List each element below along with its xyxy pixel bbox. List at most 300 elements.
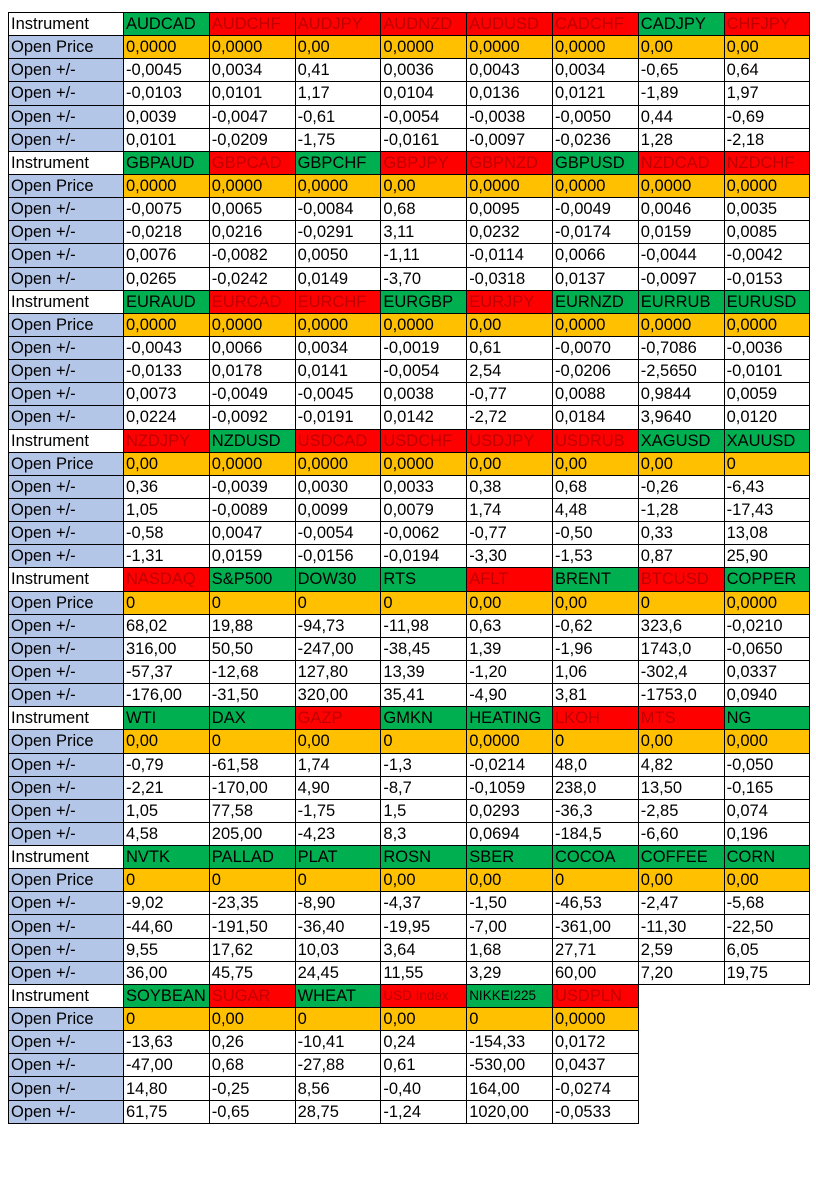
open-delta-cell: 127,80 — [295, 660, 381, 683]
instrument-name-cell: WHEAT — [295, 984, 381, 1007]
open-delta-cell: -0,0214 — [467, 753, 553, 776]
open-delta-cell: 0,0184 — [552, 406, 638, 429]
instrument-name-cell: SBER — [467, 846, 553, 869]
open-delta-cell: -3,30 — [467, 545, 553, 568]
open-delta-cell: 77,58 — [209, 799, 295, 822]
open-price-cell: 0,000 — [724, 730, 810, 753]
open-delta-label: Open +/- — [9, 406, 124, 429]
instrument-name-cell: SOYBEAN — [124, 984, 210, 1007]
open-delta-cell: 0,0101 — [124, 128, 210, 151]
open-price-label: Open Price — [9, 1008, 124, 1031]
open-delta-cell: 0,61 — [467, 336, 553, 359]
open-delta-cell: 0,0101 — [209, 82, 295, 105]
open-delta-cell: -11,30 — [638, 915, 724, 938]
instrument-name-cell: CORN — [724, 846, 810, 869]
open-delta-row — [9, 198, 810, 221]
open-delta-cell: -0,0236 — [552, 128, 638, 151]
open-delta-cell: -0,0070 — [552, 336, 638, 359]
open-delta-cell: 8,56 — [295, 1077, 381, 1100]
open-delta-label: Open +/- — [9, 336, 124, 359]
open-price-label: Open Price — [9, 730, 124, 753]
instrument-label: Instrument — [9, 13, 124, 36]
open-delta-cell: -1,89 — [638, 82, 724, 105]
open-delta-cell: -0,0133 — [124, 360, 210, 383]
open-delta-cell: 0,0088 — [552, 383, 638, 406]
open-price-cell: 0 — [552, 730, 638, 753]
open-delta-cell: -0,0045 — [295, 383, 381, 406]
open-delta-cell: -36,3 — [552, 799, 638, 822]
open-price-cell: 0 — [124, 1008, 210, 1031]
open-delta-cell: -2,5650 — [638, 360, 724, 383]
open-delta-row — [9, 961, 810, 984]
open-delta-cell: 1,05 — [124, 498, 210, 521]
open-delta-cell: -0,0650 — [724, 637, 810, 660]
open-delta-cell: -11,98 — [381, 614, 467, 637]
open-delta-cell: -10,41 — [295, 1031, 381, 1054]
open-delta-label: Open +/- — [9, 82, 124, 105]
open-delta-cell: 238,0 — [552, 776, 638, 799]
open-delta-cell: 14,80 — [124, 1077, 210, 1100]
open-delta-cell: -2,47 — [638, 892, 724, 915]
instrument-name-cell: NZDCHF — [724, 151, 810, 174]
open-delta-cell: -1753,0 — [638, 684, 724, 707]
open-price-cell: 0,00 — [552, 591, 638, 614]
open-delta-cell: -0,0075 — [124, 198, 210, 221]
open-delta-row — [9, 776, 810, 799]
open-delta-cell: 13,08 — [724, 522, 810, 545]
instrument-label: Instrument — [9, 151, 124, 174]
open-price-cell: 0,00 — [638, 869, 724, 892]
open-delta-label: Open +/- — [9, 360, 124, 383]
open-price-cell: 0,00 — [124, 452, 210, 475]
open-delta-cell: -0,0082 — [209, 244, 295, 267]
open-delta-cell: -4,23 — [295, 822, 381, 845]
open-price-cell: 0,0000 — [381, 452, 467, 475]
instrument-row — [9, 151, 810, 174]
open-delta-cell: 0,0136 — [467, 82, 553, 105]
open-delta-cell: -0,0174 — [552, 221, 638, 244]
open-delta-cell: 50,50 — [209, 637, 295, 660]
open-delta-cell: 164,00 — [467, 1077, 553, 1100]
open-price-cell: 0,0000 — [638, 313, 724, 336]
open-price-cell: 0 — [124, 591, 210, 614]
open-price-cell: 0,0000 — [124, 36, 210, 59]
open-delta-cell: 0,68 — [381, 198, 467, 221]
open-delta-cell: 1,28 — [638, 128, 724, 151]
open-delta-cell: -0,0194 — [381, 545, 467, 568]
open-delta-cell: -0,50 — [552, 522, 638, 545]
instrument-name-cell: GBPNZD — [467, 151, 553, 174]
open-price-row — [9, 36, 810, 59]
open-delta-cell: -0,0039 — [209, 475, 295, 498]
instrument-name-cell: NZDJPY — [124, 429, 210, 452]
open-delta-cell: 0,0940 — [724, 684, 810, 707]
open-delta-row — [9, 475, 810, 498]
open-price-label: Open Price — [9, 174, 124, 197]
open-delta-cell: 19,88 — [209, 614, 295, 637]
open-delta-cell: 0,44 — [638, 105, 724, 128]
open-delta-cell: 0,0265 — [124, 267, 210, 290]
open-delta-cell: 0,0038 — [381, 383, 467, 406]
open-price-label: Open Price — [9, 591, 124, 614]
open-delta-row — [9, 1054, 810, 1077]
open-delta-label: Open +/- — [9, 776, 124, 799]
open-price-cell: 0,0000 — [381, 36, 467, 59]
open-delta-cell: -0,0089 — [209, 498, 295, 521]
instrument-name-cell: COPPER — [724, 568, 810, 591]
open-delta-row — [9, 267, 810, 290]
open-delta-cell: -0,65 — [209, 1100, 295, 1123]
open-delta-cell: -2,21 — [124, 776, 210, 799]
open-delta-cell: 36,00 — [124, 961, 210, 984]
open-delta-cell: -0,0114 — [467, 244, 553, 267]
open-delta-cell: 0,0293 — [467, 799, 553, 822]
open-price-cell: 0 — [381, 591, 467, 614]
open-price-cell: 0,0000 — [467, 730, 553, 753]
open-price-cell: 0 — [295, 591, 381, 614]
open-price-cell: 0,00 — [381, 1008, 467, 1031]
open-delta-cell: 0,38 — [467, 475, 553, 498]
open-delta-cell: 1743,0 — [638, 637, 724, 660]
instrument-name-cell: NZDUSD — [209, 429, 295, 452]
open-price-cell: 0,0000 — [381, 313, 467, 336]
open-price-row — [9, 730, 810, 753]
open-price-cell: 0,0000 — [552, 36, 638, 59]
instrument-row — [9, 13, 810, 36]
instrument-name-cell: EURUSD — [724, 290, 810, 313]
open-delta-cell: -1,28 — [638, 498, 724, 521]
open-delta-row — [9, 105, 810, 128]
open-delta-cell: 0,0178 — [209, 360, 295, 383]
open-delta-row — [9, 522, 810, 545]
open-delta-cell: -0,77 — [467, 522, 553, 545]
open-price-cell: 0,00 — [209, 1008, 295, 1031]
open-delta-cell: -0,0318 — [467, 267, 553, 290]
open-delta-cell: 0,0034 — [209, 59, 295, 82]
instrument-name-cell: GBPUSD — [552, 151, 638, 174]
instrument-name-cell: NVTK — [124, 846, 210, 869]
instrument-name-cell: LKOH — [552, 707, 638, 730]
instrument-name-cell: ROSN — [381, 846, 467, 869]
open-price-cell: 0,0000 — [295, 174, 381, 197]
open-delta-cell: -1,3 — [381, 753, 467, 776]
open-price-cell: 0,00 — [467, 313, 553, 336]
open-delta-cell: -0,40 — [381, 1077, 467, 1100]
instrument-name-cell: GMKN — [381, 707, 467, 730]
open-delta-cell: 0,0099 — [295, 498, 381, 521]
open-price-cell: 0,00 — [638, 730, 724, 753]
open-delta-cell: 1,5 — [381, 799, 467, 822]
open-delta-cell: 0,0076 — [124, 244, 210, 267]
open-delta-label: Open +/- — [9, 1031, 124, 1054]
open-delta-cell: 24,45 — [295, 961, 381, 984]
open-delta-cell: 0,0224 — [124, 406, 210, 429]
open-delta-cell: -5,68 — [724, 892, 810, 915]
open-delta-cell: -0,0036 — [724, 336, 810, 359]
open-delta-cell: -1,50 — [467, 892, 553, 915]
open-delta-cell: 3,11 — [381, 221, 467, 244]
open-delta-cell: 2,54 — [467, 360, 553, 383]
open-delta-row — [9, 406, 810, 429]
instrument-name-cell: BRENT — [552, 568, 638, 591]
open-delta-row — [9, 498, 810, 521]
open-delta-label: Open +/- — [9, 105, 124, 128]
open-delta-cell: -0,0084 — [295, 198, 381, 221]
open-delta-row — [9, 660, 810, 683]
open-delta-cell: -0,0092 — [209, 406, 295, 429]
open-delta-cell: 0,0104 — [381, 82, 467, 105]
instrument-name-cell: CADCHF — [552, 13, 638, 36]
open-delta-cell: 10,03 — [295, 938, 381, 961]
open-delta-cell: -0,0054 — [295, 522, 381, 545]
open-delta-cell: 0,68 — [209, 1054, 295, 1077]
open-delta-cell: -6,60 — [638, 822, 724, 845]
open-delta-cell: 11,55 — [381, 961, 467, 984]
open-delta-cell: 60,00 — [552, 961, 638, 984]
open-delta-cell: 1,97 — [724, 82, 810, 105]
open-delta-cell: 0,0137 — [552, 267, 638, 290]
open-delta-cell: -31,50 — [209, 684, 295, 707]
open-delta-cell: -17,43 — [724, 498, 810, 521]
empty-cell — [724, 984, 810, 1007]
open-delta-cell: 0,0172 — [552, 1031, 638, 1054]
open-delta-row — [9, 383, 810, 406]
open-price-cell: 0,00 — [467, 591, 553, 614]
open-delta-cell: -154,33 — [467, 1031, 553, 1054]
open-delta-cell: 0,64 — [724, 59, 810, 82]
open-delta-cell: 0,0095 — [467, 198, 553, 221]
open-delta-cell: 3,81 — [552, 684, 638, 707]
open-delta-cell: 0,0232 — [467, 221, 553, 244]
open-delta-cell: 4,58 — [124, 822, 210, 845]
open-delta-cell: 6,05 — [724, 938, 810, 961]
instrument-label: Instrument — [9, 290, 124, 313]
open-delta-row — [9, 82, 810, 105]
instrument-name-cell: AUDUSD — [467, 13, 553, 36]
open-price-row — [9, 869, 810, 892]
open-price-cell: 0,00 — [467, 869, 553, 892]
instrument-name-cell: NZDCAD — [638, 151, 724, 174]
open-delta-label: Open +/- — [9, 267, 124, 290]
instrument-name-cell: AUDCAD — [124, 13, 210, 36]
open-price-cell: 0,0000 — [124, 174, 210, 197]
open-price-cell: 0,00 — [638, 36, 724, 59]
open-delta-cell: 8,3 — [381, 822, 467, 845]
open-delta-cell: -6,43 — [724, 475, 810, 498]
open-price-cell: 0 — [638, 591, 724, 614]
open-price-label: Open Price — [9, 869, 124, 892]
open-delta-cell: 3,29 — [467, 961, 553, 984]
open-delta-cell: -94,73 — [295, 614, 381, 637]
open-delta-cell: 0,0142 — [381, 406, 467, 429]
open-delta-cell: -1,75 — [295, 128, 381, 151]
open-delta-cell: -0,0153 — [724, 267, 810, 290]
instrument-row — [9, 707, 810, 730]
instrument-name-cell: PLAT — [295, 846, 381, 869]
open-delta-row — [9, 915, 810, 938]
open-delta-row — [9, 59, 810, 82]
open-price-cell: 0,0000 — [638, 174, 724, 197]
open-delta-cell: -0,165 — [724, 776, 810, 799]
open-delta-cell: -0,62 — [552, 614, 638, 637]
open-delta-label: Open +/- — [9, 1077, 124, 1100]
open-delta-cell: -247,00 — [295, 637, 381, 660]
open-delta-cell: 1,39 — [467, 637, 553, 660]
open-delta-cell: -1,31 — [124, 545, 210, 568]
instrument-label: Instrument — [9, 984, 124, 1007]
open-delta-cell: -44,60 — [124, 915, 210, 938]
open-delta-cell: -1,75 — [295, 799, 381, 822]
open-delta-cell: 0,26 — [209, 1031, 295, 1054]
open-price-cell: 0,0000 — [467, 174, 553, 197]
open-delta-cell: -8,7 — [381, 776, 467, 799]
open-delta-label: Open +/- — [9, 383, 124, 406]
instrument-name-cell: CADJPY — [638, 13, 724, 36]
open-delta-cell: 0,41 — [295, 59, 381, 82]
open-delta-cell: -22,50 — [724, 915, 810, 938]
instrument-name-cell: USDCAD — [295, 429, 381, 452]
instrument-name-cell: MTS — [638, 707, 724, 730]
open-price-cell: 0 — [467, 1008, 553, 1031]
open-delta-cell: -0,0191 — [295, 406, 381, 429]
open-delta-cell: 0,0066 — [552, 244, 638, 267]
open-delta-cell: -8,90 — [295, 892, 381, 915]
open-delta-cell: 0,0337 — [724, 660, 810, 683]
open-delta-cell: -61,58 — [209, 753, 295, 776]
open-price-cell: 0,00 — [124, 730, 210, 753]
open-delta-cell: 3,9640 — [638, 406, 724, 429]
open-price-cell: 0,0000 — [295, 313, 381, 336]
open-delta-cell: 1,05 — [124, 799, 210, 822]
open-delta-label: Open +/- — [9, 545, 124, 568]
open-price-row — [9, 591, 810, 614]
open-delta-cell: 61,75 — [124, 1100, 210, 1123]
open-delta-cell: -0,0103 — [124, 82, 210, 105]
open-delta-cell: -0,79 — [124, 753, 210, 776]
open-price-cell: 0,00 — [295, 36, 381, 59]
open-delta-cell: 0,0085 — [724, 221, 810, 244]
open-delta-cell: -57,37 — [124, 660, 210, 683]
open-delta-cell: 3,64 — [381, 938, 467, 961]
instrument-name-cell: GBPCHF — [295, 151, 381, 174]
instrument-name-cell: AUDJPY — [295, 13, 381, 36]
open-delta-row — [9, 822, 810, 845]
open-delta-cell: -0,0156 — [295, 545, 381, 568]
instrument-name-cell: CHFJPY — [724, 13, 810, 36]
open-delta-label: Open +/- — [9, 59, 124, 82]
open-price-label: Open Price — [9, 36, 124, 59]
open-delta-cell: -0,0054 — [381, 105, 467, 128]
open-price-cell: 0,0000 — [724, 591, 810, 614]
open-delta-cell: 0,87 — [638, 545, 724, 568]
instrument-name-cell: NIKKEI225 — [467, 984, 553, 1007]
instrument-name-cell: AFLT — [467, 568, 553, 591]
open-price-cell: 0,00 — [724, 869, 810, 892]
instrument-label: Instrument — [9, 846, 124, 869]
open-delta-cell: 0,0059 — [724, 383, 810, 406]
open-delta-cell: 4,90 — [295, 776, 381, 799]
instrument-label: Instrument — [9, 568, 124, 591]
open-delta-cell: -0,0242 — [209, 267, 295, 290]
open-price-row — [9, 313, 810, 336]
open-delta-cell: -27,88 — [295, 1054, 381, 1077]
instrument-name-cell: USD Index — [381, 984, 467, 1007]
open-delta-cell: 205,00 — [209, 822, 295, 845]
open-delta-label: Open +/- — [9, 637, 124, 660]
instrument-name-cell: EURCAD — [209, 290, 295, 313]
open-delta-label: Open +/- — [9, 198, 124, 221]
open-price-cell: 0,00 — [724, 36, 810, 59]
open-delta-cell: -23,35 — [209, 892, 295, 915]
open-delta-cell: 0,0034 — [295, 336, 381, 359]
open-delta-row — [9, 221, 810, 244]
open-delta-cell: 0,24 — [381, 1031, 467, 1054]
instrument-name-cell: GBPAUD — [124, 151, 210, 174]
open-delta-cell: -13,63 — [124, 1031, 210, 1054]
open-delta-cell: -46,53 — [552, 892, 638, 915]
open-delta-row — [9, 684, 810, 707]
open-delta-cell: 0,63 — [467, 614, 553, 637]
open-delta-cell: 4,48 — [552, 498, 638, 521]
instrument-name-cell: AUDNZD — [381, 13, 467, 36]
open-delta-cell: 0,0079 — [381, 498, 467, 521]
open-delta-cell: -0,0218 — [124, 221, 210, 244]
open-delta-cell: 19,75 — [724, 961, 810, 984]
open-price-row — [9, 452, 810, 475]
open-delta-cell: -0,0097 — [467, 128, 553, 151]
open-delta-cell: 0,0066 — [209, 336, 295, 359]
open-delta-row — [9, 938, 810, 961]
open-delta-cell: 0,0121 — [552, 82, 638, 105]
open-delta-cell: 0,36 — [124, 475, 210, 498]
open-delta-cell: 0,68 — [552, 475, 638, 498]
open-delta-cell: -530,00 — [467, 1054, 553, 1077]
empty-cell — [638, 1008, 724, 1031]
open-price-cell: 0,0000 — [124, 313, 210, 336]
open-delta-cell: -2,72 — [467, 406, 553, 429]
open-delta-cell: -1,20 — [467, 660, 553, 683]
open-price-cell: 0 — [209, 591, 295, 614]
instrument-name-cell: EURJPY — [467, 290, 553, 313]
open-delta-cell: 0,9844 — [638, 383, 724, 406]
open-delta-cell: 7,20 — [638, 961, 724, 984]
open-delta-cell: 0,0036 — [381, 59, 467, 82]
open-delta-label: Open +/- — [9, 498, 124, 521]
open-delta-cell: 0,0046 — [638, 198, 724, 221]
instrument-row — [9, 846, 810, 869]
instrument-name-cell: XAUUSD — [724, 429, 810, 452]
open-delta-cell: -9,02 — [124, 892, 210, 915]
open-delta-label: Open +/- — [9, 799, 124, 822]
open-delta-row — [9, 336, 810, 359]
instrument-row — [9, 429, 810, 452]
open-delta-label: Open +/- — [9, 475, 124, 498]
open-price-cell: 0,00 — [381, 869, 467, 892]
open-delta-cell: -0,0209 — [209, 128, 295, 151]
open-delta-cell: -0,0049 — [552, 198, 638, 221]
empty-cell — [638, 1031, 724, 1054]
instrument-name-cell: COFFEE — [638, 846, 724, 869]
open-delta-cell: 0,0047 — [209, 522, 295, 545]
open-delta-label: Open +/- — [9, 221, 124, 244]
open-delta-cell: -0,25 — [209, 1077, 295, 1100]
instrument-name-cell: S&P500 — [209, 568, 295, 591]
open-delta-cell: -47,00 — [124, 1054, 210, 1077]
open-delta-cell: 35,41 — [381, 684, 467, 707]
open-price-cell: 0,00 — [467, 452, 553, 475]
instrument-row — [9, 568, 810, 591]
open-delta-cell: -0,0049 — [209, 383, 295, 406]
